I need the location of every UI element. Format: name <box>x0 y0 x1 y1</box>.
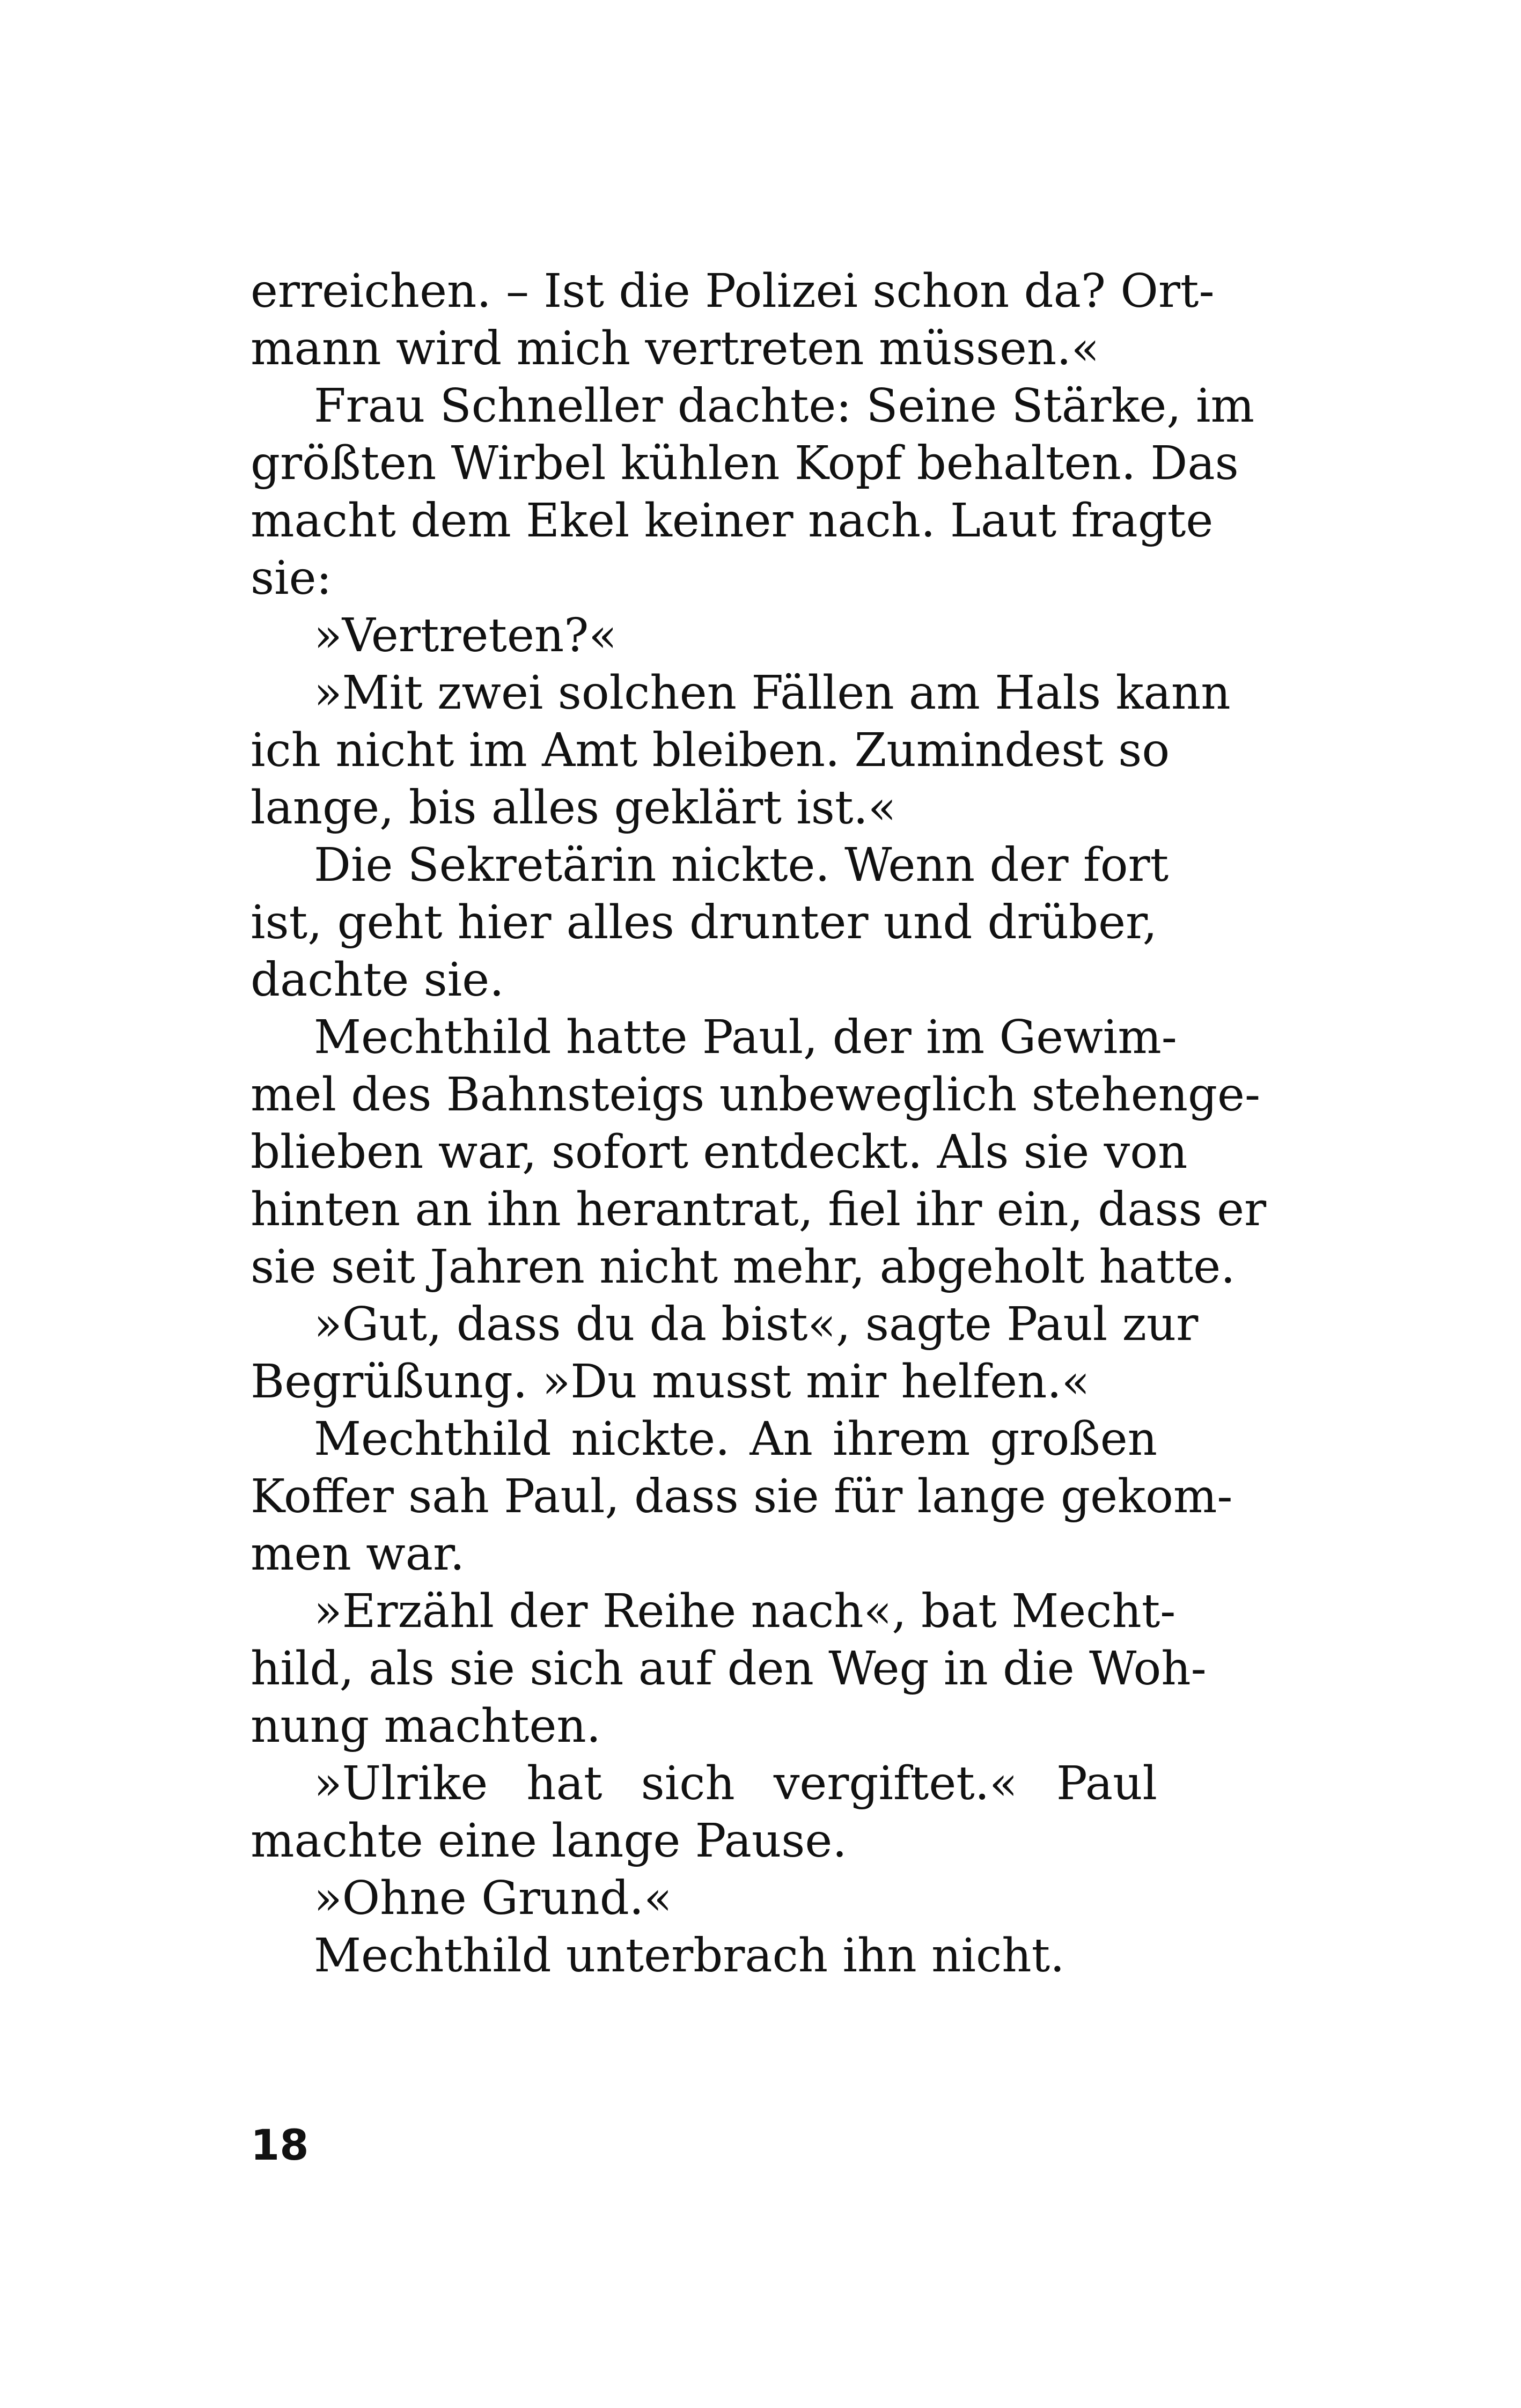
page-number: 18 <box>251 2122 309 2170</box>
text-line: sie seit Jahren nicht mehr, abgeholt hatte. <box>251 1240 1236 1294</box>
text-line: blieben war, sofort entdeckt. Als sie von <box>251 1125 1188 1179</box>
text-line: Begrüßung. »Du musst mir helfen.« <box>251 1355 1090 1409</box>
text-line: nung machten. <box>251 1699 601 1753</box>
text-line: dachte sie. <box>251 953 504 1007</box>
text-line: größten Wirbel kühlen Kopf behalten. Das <box>251 437 1239 490</box>
text-line: hild, als sie sich auf den Weg in die Woh- <box>251 1642 1207 1696</box>
text-line: Frau Schneller dachte: Seine Stärke, im <box>314 379 1255 433</box>
text-line: mel des Bahnsteigs unbeweglich stehenge- <box>251 1068 1261 1122</box>
text-line: Mechthild unterbrach ihn nicht. <box>314 1929 1065 1983</box>
text-line: »Gut, dass du da bist«, sagte Paul zur <box>314 1298 1199 1351</box>
text-line: macht dem Ekel keiner nach. Laut fragte <box>251 494 1214 548</box>
text-line: hinten an ihn herantrat, fiel ihr ein, dass er <box>251 1183 1267 1236</box>
body-text <box>251 263 1267 1985</box>
text-line: sie: <box>251 551 332 605</box>
text-line: »Erzähl der Reihe nach«, bat Mecht- <box>314 1585 1176 1638</box>
text-line: »Mit zwei solchen Fällen am Hals kann <box>314 666 1231 720</box>
text-line: mann wird mich vertreten müssen.« <box>251 322 1100 375</box>
text-line: lange, bis alles geklärt ist.« <box>251 781 897 835</box>
text-line: erreichen. – Ist die Polizei schon da? Ort- <box>251 264 1215 318</box>
text-line: Mechthild nickte. An ihrem großen <box>314 1412 1157 1466</box>
text-line: machte eine lange Pause. <box>251 1814 847 1868</box>
text-line: »Ohne Grund.« <box>314 1872 672 1925</box>
text-line: Mechthild hatte Paul, der im Gewim- <box>314 1011 1177 1064</box>
text-line: ist, geht hier alles drunter und drüber, <box>251 896 1157 949</box>
text-line: Die Sekretärin nickte. Wenn der fort <box>314 838 1169 892</box>
text-line: men war. <box>251 1527 465 1581</box>
text-line: Koffer sah Paul, dass sie für lange gekom- <box>251 1470 1233 1523</box>
text-line: »Ulrike hat sich vergiftet.« Paul <box>314 1757 1157 1810</box>
text-line: »Vertreten?« <box>314 609 617 662</box>
text-line: ich nicht im Amt bleiben. Zumindest so <box>251 724 1170 777</box>
